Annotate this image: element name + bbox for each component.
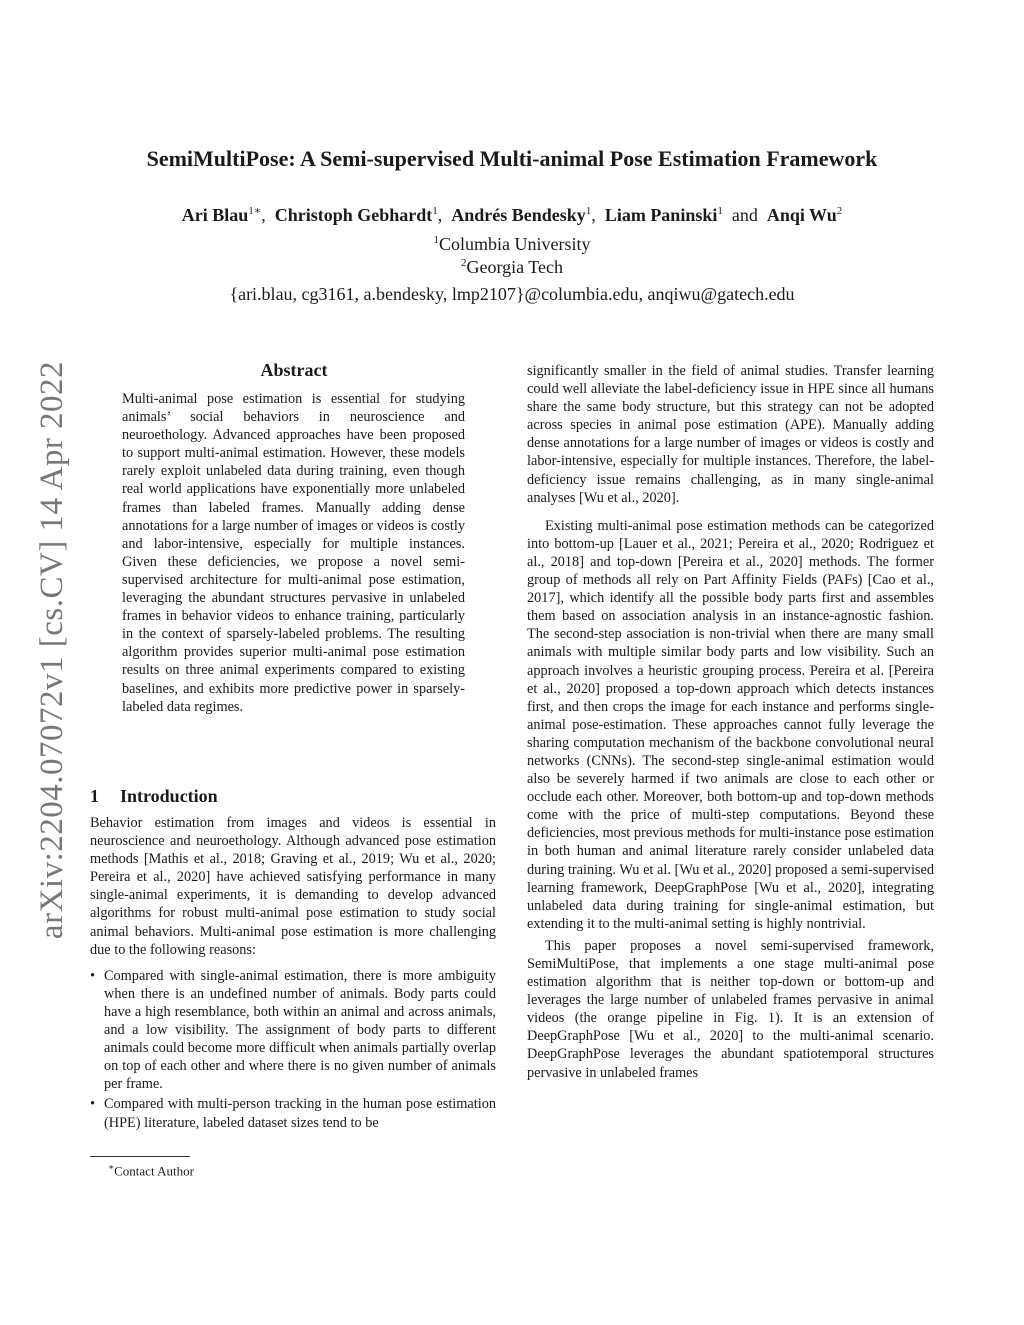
author-name: Andrés Bendesky — [451, 205, 586, 225]
list-item: • Compared with single-animal estimation, there is more ambiguity when there is an undefined number of animals. Body parts could have a high resemblance, both within an animal and across animals, and a low visibility. The assignment of body parts to different animals could become more difficult when animals partially overlap on top of each other and where there is no given number of animals per frame. — [90, 967, 496, 1094]
arxiv-stamp: arXiv:2204.07072v1 [cs.CV] 14 Apr 2022 — [34, 360, 70, 940]
footnote: ∗Contact Author — [108, 1162, 194, 1179]
right-column — [527, 362, 934, 1082]
affiliation: $^1$Columbia University — [433, 234, 591, 254]
list-item: • Compared with multi-person tracking in the human pose estimation (HPE) literature, labeled dataset sizes tend to be — [90, 1095, 496, 1131]
section-heading: 1 Introduction — [90, 786, 218, 806]
paragraph: Existing multi-animal pose estimation methods can be categorized into bottom-up [Lauer et al., 2021; Pereira et al., 2020; Rodriguez et al., 2018] and top-down [Pereira et al., 2020] methods. The former group of methods all rely on Part Affinity Fields (PAFs) [Cao et al., 2017], which identify all the possible body parts first and assembles them based on association analysis in an instance-agnostic fashion. The second-step association is non-trivial when there are many small animals with multiple similar body parts and low visibility. Such an approach involves a heuristic grouping process. Pereira et al. [Pereira et al., 2020] proposed a top-down approach which detects instances first, and then crops the image for each instance and performs single-animal pose-estimation. These approaches cannot fully leverage the sharing computation mechanism of the backbone convolutional neural networks (CNNs). The second-step single-animal estimation would also be severely harmed if two animals are close to each other or occlude each other. Moreover, both bottom-up and top-down methods come with the price of multi-step computations. Beyond these deficiencies, most previous methods for multi-instance pose estimation in both human and animal literature rarely consider unlabeled data during training. Wu et al. [Wu et al., 2020] proposed a semi-supervised learning framework, DeepGraphPose [Wu et al., 2020], integrating unlabeled data during training for single-animal estimation, but extending it to the multi-animal setting is highly nontrivial. — [527, 517, 934, 932]
paragraph: significantly smaller in the field of animal studies. Transfer learning could well alleviate the label-deficiency issue in HPE since all humans share the same body structure, but this strategy can not be adopted across species in animal pose estimation (APE). Manually adding dense annotations for a large number of images or videos is costly and labor-intensive, especially for multiple instances. Therefore, the label-deficiency issue remains challenging, as in many single-animal analyses [Wu et al., 2020]. — [527, 363, 934, 506]
author-name: Ari Blau — [181, 205, 249, 225]
intro-paragraph: Behavior estimation from images and videos is essential in neuroscience and neuroethology. Although advanced pose estimation methods [Mathis et al., 2018; Graving et al., 2019; Wu et al., 2020; Pereira et al., 2020] have achieved satisfying performance in many single-animal experiments, it is demanding to develop advanced algorithms for robust multi-animal pose estimation to study social animal behaviors. Multi-animal pose estimation is more challenging due to the following reasons: — [90, 815, 496, 958]
affiliation: $^2$Georgia Tech — [460, 257, 564, 277]
footnote-rule — [90, 1156, 190, 1157]
paragraph: This paper proposes a novel semi-supervised framework, SemiMultiPose, that implements a one stage multi-animal pose estimation algorithm that is neither top-down or bottom-up and leverages the large number of unlabeled frames pervasive in animal videos (the orange pipeline in Fig. 1). It is an extension of DeepGraphPose [Wu et al., 2020] to the multi-animal scenario. DeepGraphPose leverages the abundant spatiotemporal structures pervasive in unlabeled frames — [527, 937, 934, 1081]
abstract-text: Multi-animal pose estimation is essential for studying animals’ social behaviors in neuroscience and neuroethology. Advanced approaches have been proposed to support multi-animal estimation. However, these models rarely exploit unlabeled data during training, even though real world applications have exponentially more unlabeled frames than labeled frames. Manually adding dense annotations for a large number of images or videos is costly and labor-intensive, especially for multiple instances. Given these deficiencies, we propose a novel semi-supervised architecture for multi-animal pose estimation, leveraging the abundant structures pervasive in unlabeled frames in behavior videos to enhance training, particularly in the context of sparsely-labeled problems. The resulting algorithm provides superior multi-animal pose estimation results on three animal experiments compared to existing baselines, and exhibits more predictive power in sparsely-labeled data regimes. — [122, 391, 465, 715]
author-emails: {ari.blau, cg3161, a.bendesky, lmp2107}@columbia.edu, anqiwu@gatech.edu — [229, 284, 795, 304]
paper-title: SemiMultiPose: A Semi-supervised Multi-animal Pose Estimation Framework — [146, 146, 878, 171]
author-name: Christoph Gebhardt — [274, 205, 433, 225]
author-name: Liam Paninski — [604, 205, 718, 225]
reasons-list — [90, 967, 496, 1132]
author-name: Anqi Wu — [766, 205, 837, 225]
left-column — [90, 814, 496, 1132]
abstract-heading: Abstract — [260, 360, 328, 380]
author-list: Ari Blau$^{1∗}$, Christoph Gebhardt$^1$, Andrés Bendesky$^1$, Liam Paninski$^1$ and Anqi Wu$^2$ — [181, 205, 843, 225]
